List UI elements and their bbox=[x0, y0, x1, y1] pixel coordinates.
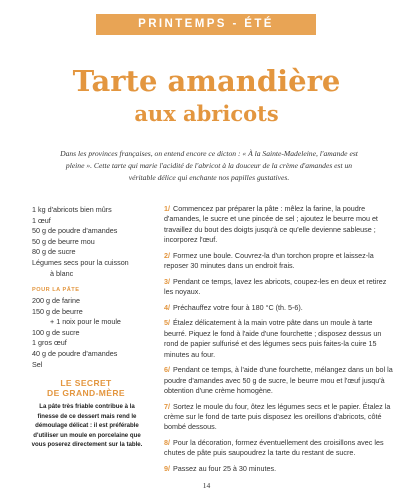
ingredient-item: 50 g de poudre d'amandes bbox=[32, 226, 118, 236]
ingredient-item: 80 g de sucre bbox=[32, 247, 76, 257]
step-text: Passez au four 25 à 30 minutes. bbox=[173, 464, 277, 474]
recipe-step bbox=[164, 318, 394, 360]
ingredient-item: à blanc bbox=[50, 268, 74, 278]
step-number: 4/ bbox=[164, 302, 170, 312]
page-number: 14 bbox=[202, 481, 211, 490]
season-banner: PRINTEMPS - ÉTÉ bbox=[96, 14, 316, 35]
step-text: Étalez délicatement à la main votre pâte dans un moule à tarte beurré. Piquez le fond à l'aide d'une fourchette ; disposez dessus un rond de papier sulfurisé et des légumes secs puis faites-la cuire 15 minutes au four. bbox=[164, 318, 382, 359]
step-text: Pendant ce temps, lavez les abricots, coupez-les en deux et retirez les noyaux. bbox=[164, 276, 387, 297]
recipe-step bbox=[164, 277, 394, 298]
step-text: Sortez le moule du four, ôtez les légumes secs et le papier. Étalez la crème sur le fond de tarte puis disposez les oreillons d'abricots, côté bombé dessous. bbox=[164, 401, 391, 432]
secret-title-line2: DE GRAND-MÈRE bbox=[47, 388, 125, 398]
step-number: 9/ bbox=[164, 464, 170, 474]
recipe-subtitle: aux abricots bbox=[134, 101, 279, 126]
step-text: Formez une boule. Couvrez-la d'un torchon propre et laissez-la reposer 30 minutes dans un endroit frais. bbox=[164, 250, 374, 271]
ingredient-item: 1 kg d'abricots bien mûrs bbox=[32, 205, 112, 214]
recipe-step bbox=[164, 303, 394, 313]
steps-list bbox=[164, 204, 394, 480]
pastry-ingredients-list bbox=[32, 296, 152, 370]
recipe-title: Tarte amandière bbox=[72, 64, 341, 98]
ingredient-item: 1 gros œuf bbox=[32, 338, 67, 348]
step-number: 1/ bbox=[164, 204, 170, 213]
recipe-step bbox=[164, 365, 394, 396]
step-text: Préchauffez votre four à 180 °C (th. 5-6). bbox=[173, 302, 303, 312]
ingredient-item: 1 œuf bbox=[32, 215, 51, 225]
step-number: 5/ bbox=[164, 318, 170, 328]
recipe-step bbox=[164, 464, 394, 474]
ingredient-item: Légumes secs pour la cuisson bbox=[32, 257, 129, 267]
secret-title-line1: LE SECRET bbox=[60, 378, 112, 388]
step-number: 2/ bbox=[164, 250, 170, 260]
secret-text: La pâte très friable contribue à la finesse de ce dessert mais rend le démoulage délicat : il est préférable d'utiliser un moule en porcelaine que vous poserez directement sur la table. bbox=[31, 403, 143, 449]
recipe-intro: Dans les provinces françaises, on entend encore ce dicton : « À la Sainte-Madeleine, l'amande est pleine ». Cette tarte qui marie l'acidité de l'abricot à la douceur de la crème d'amandes est un véritable délice qui enchante nos papilles gustatives. bbox=[60, 149, 358, 182]
ingredient-item: 40 g de poudre d'amandes bbox=[32, 348, 118, 358]
step-number: 8/ bbox=[164, 438, 170, 448]
recipe-step bbox=[164, 438, 394, 459]
ingredient-item: 150 g de beurre bbox=[32, 306, 83, 316]
step-text: Pour la décoration, formez éventuellement des croisillons avec les chutes de pâte puis saupoudrez la tarte du restant de sucre. bbox=[164, 438, 384, 458]
ingredients-list bbox=[32, 205, 152, 279]
recipe-step bbox=[164, 204, 394, 246]
ingredient-item: 200 g de farine bbox=[32, 296, 80, 305]
ingredient-item: + 1 noix pour le moule bbox=[50, 317, 121, 327]
ingredient-item: 50 g de beurre mou bbox=[32, 236, 95, 246]
step-text: Commencez par préparer la pâte : mêlez la farine, la poudre d'amandes, le sucre et une pincée de sel ; ajoutez le beurre mou et travaillez du bout des doigts jusqu'à ce qu'elle devienne sableuse ; incorporez l'œuf. bbox=[164, 204, 378, 245]
secret-title bbox=[32, 378, 140, 398]
pastry-heading: POUR LA PÂTE bbox=[32, 287, 80, 293]
step-number: 3/ bbox=[164, 276, 170, 286]
step-number: 6/ bbox=[164, 365, 170, 375]
ingredient-item: 100 g de sucre bbox=[32, 327, 80, 337]
ingredient-item: Sel bbox=[32, 359, 43, 369]
recipe-step bbox=[164, 251, 394, 272]
step-text: Pendant ce temps, à l'aide d'une fourchette, mélangez dans un bol la poudre d'amandes avec 50 g de sucre, le beurre mou et l'œuf jusqu'à obtention d'une crème homogène. bbox=[164, 365, 393, 396]
step-number: 7/ bbox=[164, 401, 170, 411]
recipe-step bbox=[164, 402, 394, 433]
